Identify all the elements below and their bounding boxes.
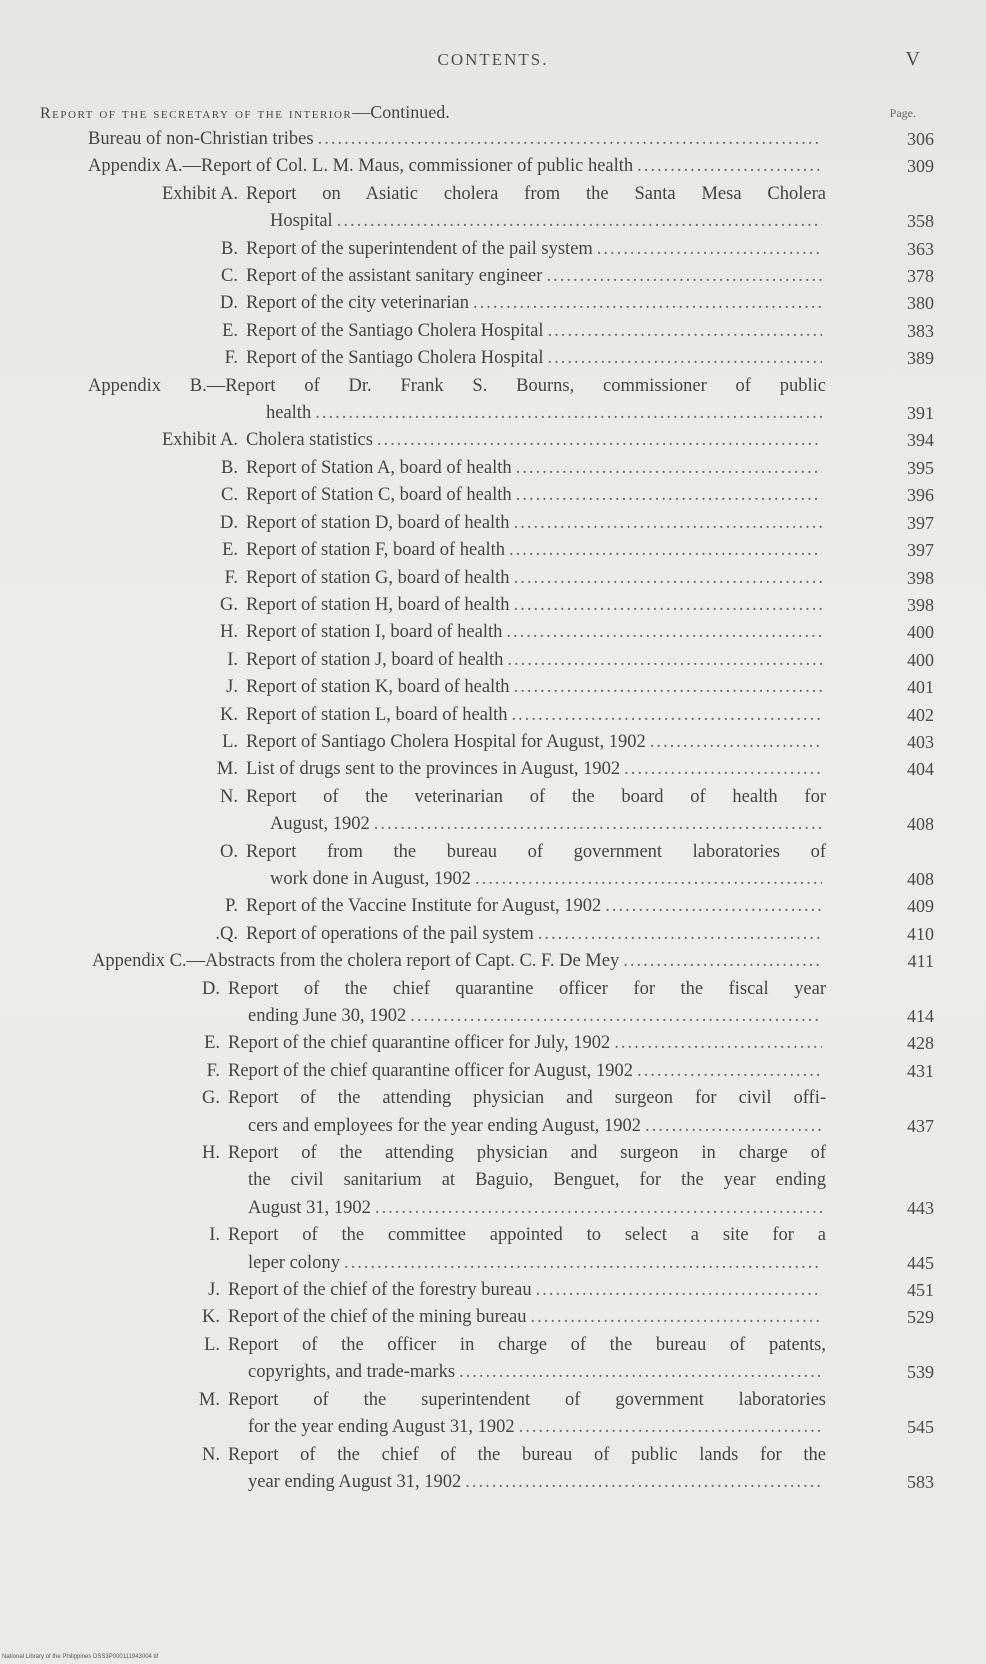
- toc-entry-line: [270, 208, 826, 235]
- toc-entry-label: E.: [204, 1033, 220, 1054]
- toc-entry-text: Report of the chief of the bureau of public lands for the: [228, 1444, 826, 1465]
- footer-credit: National Library of the Philippines DSS3P000111943004 tif: [2, 1654, 159, 1660]
- toc-entry: [0, 1222, 986, 1277]
- toc-entry-label: H.: [220, 622, 238, 643]
- toc-entry-label: M.: [198, 1389, 220, 1410]
- toc-entry-line: [266, 400, 826, 427]
- toc-entry-line: [228, 976, 826, 1003]
- toc-entry-text: Report of the chief of the mining bureau: [228, 1307, 527, 1328]
- dot-leader: [597, 236, 822, 263]
- toc-entry-line: [246, 647, 826, 674]
- toc-entry-text: August, 1902: [270, 814, 370, 835]
- toc-entry-text: year ending August 31, 1902: [248, 1471, 462, 1492]
- toc-entry-line: [88, 153, 826, 180]
- toc-entry-line: [228, 1304, 826, 1331]
- toc-entry-line: [248, 1195, 826, 1222]
- dot-leader: [514, 674, 822, 701]
- toc-entry-line: [246, 921, 826, 948]
- dot-leader: [459, 1359, 822, 1386]
- toc-entry-page: 539: [907, 1362, 934, 1383]
- dot-leader: [530, 1304, 822, 1331]
- toc-entry-label: J.: [226, 677, 238, 698]
- toc-entry-line: [88, 373, 826, 400]
- toc-entry-page: 411: [907, 951, 934, 972]
- toc-entry: [0, 893, 986, 920]
- toc-entry-label: C.: [221, 266, 238, 287]
- toc-entry-text: for the year ending August 31, 1902: [248, 1417, 515, 1438]
- toc-entry-page: 383: [907, 320, 934, 341]
- toc-entry-line: [246, 729, 826, 756]
- toc-entry-line: [228, 1277, 826, 1304]
- toc-entry-label: M.: [216, 759, 238, 780]
- toc-entry-line: [246, 565, 826, 592]
- toc-entry-line: [246, 318, 826, 345]
- toc-entry-text: Report of station I, board of health: [246, 622, 503, 643]
- toc-entry-line: [228, 1140, 826, 1167]
- toc-entry-label: .Q.: [215, 923, 238, 944]
- toc-entry: [0, 1058, 986, 1085]
- dot-leader: [512, 702, 822, 729]
- toc-entry-label: I.: [209, 1225, 220, 1246]
- toc-entry-line: [228, 1332, 826, 1359]
- toc-entry-label: I.: [227, 649, 238, 670]
- toc-entry-text: Report of station F, board of health: [246, 540, 506, 561]
- dot-leader: [344, 1250, 822, 1277]
- toc-entry-text: health: [266, 403, 312, 424]
- toc-entry-text: Report of the Santiago Cholera Hospital: [246, 320, 544, 341]
- dot-leader: [514, 510, 822, 537]
- toc-entry: [0, 126, 986, 153]
- toc-entry-line: [248, 1167, 826, 1194]
- toc-entry-text: Report of the chief quarantine officer for July, 1902: [228, 1033, 611, 1054]
- toc-entry-line: [246, 181, 826, 208]
- toc-entry-label: K.: [220, 704, 238, 725]
- toc-entry-text: Report of station J, board of health: [246, 649, 504, 670]
- toc-entry-text: cers and employees for the year ending August, 1902: [248, 1115, 642, 1136]
- dot-leader: [514, 592, 822, 619]
- page-number: V: [905, 48, 920, 70]
- toc-entry: [0, 592, 986, 619]
- toc-entry-page: 410: [907, 923, 934, 944]
- toc-entry: [0, 1030, 986, 1057]
- toc-entry-page: 380: [907, 293, 934, 314]
- toc-entry-page: 445: [907, 1252, 934, 1273]
- toc-entry-text: Report from the bureau of government laboratories of: [246, 841, 826, 862]
- toc-entry-text: copyrights, and trade-marks: [248, 1362, 456, 1383]
- toc-entry-text: Report of station H, board of health: [246, 594, 510, 615]
- toc-entry-text: ending June 30, 1902: [248, 1006, 407, 1026]
- toc-entry-line: [246, 427, 826, 454]
- toc-entry-page: 306: [907, 129, 934, 149]
- toc-entry-page: 397: [907, 540, 934, 561]
- toc-entry-label: H.: [202, 1143, 220, 1164]
- toc-entry-text: Report of the attending physician and surgeon in charge of: [228, 1143, 826, 1164]
- dot-leader: [375, 1195, 822, 1222]
- dot-leader: [624, 756, 822, 783]
- toc-entry: [0, 674, 986, 701]
- toc-entry: [0, 619, 986, 646]
- toc-entry-text: Report of the city veterinarian: [246, 293, 469, 314]
- toc-entry-label: P.: [225, 896, 238, 917]
- dot-leader: [473, 290, 822, 317]
- toc-entry-text: Appendix B.—Report of Dr. Frank S. Bourns, commissioner of public: [88, 375, 826, 396]
- toc-entry-text: Report of the officer in charge of the bureau of patents,: [228, 1334, 826, 1355]
- toc-entry-page: 398: [907, 594, 934, 615]
- dot-leader: [377, 427, 822, 454]
- toc-entry-page: 358: [907, 211, 934, 232]
- toc-entry-page: 414: [907, 1006, 934, 1026]
- toc-entry: [0, 729, 986, 756]
- toc-entry-line: [246, 893, 826, 920]
- toc-entry-text: Report of station L, board of health: [246, 704, 508, 725]
- dot-leader: [337, 208, 822, 235]
- toc-entry-text: August 31, 1902: [248, 1197, 371, 1218]
- toc-entry: [0, 236, 986, 263]
- toc-entry-text: Report of the attending physician and surgeon for civil offi-: [228, 1088, 826, 1109]
- toc-entry-line: [246, 619, 826, 646]
- toc-entry-text: Cholera statistics: [246, 430, 373, 451]
- toc-entry-label: O.: [220, 841, 238, 862]
- toc-entry-text: Report of the chief quarantine officer for the fiscal year: [228, 978, 826, 999]
- toc-entry-line: [248, 1113, 826, 1140]
- toc-entry-text: Report of the committee appointed to select a site for a: [228, 1225, 826, 1246]
- toc-entry-text: Report of the assistant sanitary engineer: [246, 266, 543, 287]
- toc-entry-line: [246, 236, 826, 263]
- toc-entry-page: 545: [907, 1417, 934, 1438]
- toc-entry-page: 428: [907, 1033, 934, 1054]
- toc-entry-line: [246, 510, 826, 537]
- section-heading: [40, 100, 920, 126]
- dot-leader: [623, 948, 822, 975]
- dot-leader: [614, 1030, 822, 1057]
- toc-entry-line: [228, 1085, 826, 1112]
- toc-entry-text: Report of the veterinarian of the board of health for: [246, 786, 826, 807]
- toc-entry: [0, 647, 986, 674]
- dot-leader: [465, 1469, 822, 1496]
- toc-entry-page: 409: [907, 896, 934, 917]
- toc-entry-text: Report of the chief of the forestry bureau: [228, 1280, 532, 1301]
- toc-entry-line: [228, 1222, 826, 1249]
- toc-entry-text: Report of the Vaccine Institute for August, 1902: [246, 896, 602, 917]
- toc-entry-label: F.: [206, 1060, 220, 1081]
- toc-entry-page: 396: [907, 485, 934, 506]
- toc-entry-label: J.: [208, 1280, 220, 1301]
- toc-entry-text: Report of Station A, board of health: [246, 457, 512, 478]
- section-title-suffix: —Continued.: [352, 102, 450, 122]
- toc-entry-page: 397: [907, 512, 934, 533]
- toc-entry-line: [246, 537, 826, 564]
- toc-entry: [0, 1140, 986, 1222]
- page-header: [0, 46, 986, 76]
- toc-entry: [0, 263, 986, 290]
- toc-entry-page: 363: [907, 238, 934, 259]
- dot-leader: [547, 318, 822, 345]
- toc-entry: [0, 756, 986, 783]
- toc-entry-page: 398: [907, 567, 934, 588]
- dot-leader: [538, 921, 822, 948]
- toc-entry-page: 431: [907, 1060, 934, 1081]
- toc-entry-line: [228, 1030, 826, 1057]
- toc-entry-line: [246, 482, 826, 509]
- toc-entry-line: [246, 263, 826, 290]
- toc-entry-text: Report of station G, board of health: [246, 567, 510, 588]
- toc-entry-text: Bureau of non-Christian tribes: [88, 129, 314, 149]
- toc-entry-label: F.: [224, 348, 238, 369]
- dot-leader: [546, 263, 822, 290]
- toc-entry-text: work done in August, 1902: [270, 868, 471, 889]
- toc-entry-line: [92, 948, 826, 975]
- toc-entry-line: [270, 811, 826, 838]
- dot-leader: [536, 1277, 822, 1304]
- toc-entry-label: D.: [220, 293, 238, 314]
- toc-entry-text: the civil sanitarium at Baguio, Benguet, for the year ending: [248, 1170, 826, 1191]
- toc-entry-page: 395: [907, 457, 934, 478]
- toc-entry-page: 437: [907, 1115, 934, 1136]
- toc-entry-line: [246, 839, 826, 866]
- toc-entry-line: [246, 674, 826, 701]
- dot-leader: [318, 126, 822, 153]
- toc-entry-text: Report of station D, board of health: [246, 512, 510, 533]
- toc-entry: [0, 1332, 986, 1387]
- toc-entry: [0, 1442, 986, 1497]
- toc-entry-page: 309: [907, 156, 934, 177]
- page-column-label: Page.: [889, 106, 916, 120]
- toc-entry-text: Report of station K, board of health: [246, 677, 510, 698]
- toc-entry-line: [248, 1250, 826, 1277]
- toc-entry-text: Report of the chief quarantine officer for August, 1902: [228, 1060, 633, 1081]
- toc-entry-line: [246, 455, 826, 482]
- toc-entry: [0, 455, 986, 482]
- toc-entry-line: [248, 1359, 826, 1386]
- toc-entry-label: E.: [222, 540, 238, 561]
- toc-entry-label: D.: [220, 512, 238, 533]
- toc-entry-label: E.: [222, 320, 238, 341]
- toc-entry: [0, 839, 986, 894]
- toc-entry: [0, 427, 986, 454]
- toc-entry-page: 400: [907, 649, 934, 670]
- toc-entry: [0, 784, 986, 839]
- toc-entry-label: Exhibit A.: [161, 183, 238, 204]
- toc-entry-label: B.: [221, 238, 238, 259]
- page-title: CONTENTS.: [437, 50, 549, 69]
- toc-entry-text: Report of Station C, board of health: [246, 485, 512, 506]
- toc-entry-line: [246, 592, 826, 619]
- section-title: [40, 102, 450, 123]
- toc-entry-label: C.: [221, 485, 238, 506]
- dot-leader: [506, 619, 822, 646]
- toc-entry-line: [246, 756, 826, 783]
- toc-entry-line: [248, 1003, 826, 1030]
- toc-entry-page: 408: [907, 814, 934, 835]
- toc-entry-page: 394: [907, 430, 934, 451]
- toc-entry-label: L.: [204, 1334, 220, 1355]
- dot-leader: [637, 153, 822, 180]
- toc-entry-text: Appendix A.—Report of Col. L. M. Maus, commissioner of public health: [88, 156, 634, 177]
- toc-entry-text: List of drugs sent to the provinces in August, 1902: [246, 759, 621, 780]
- toc-entry-label: L.: [222, 731, 238, 752]
- toc-entry: [0, 510, 986, 537]
- dot-leader: [315, 400, 822, 427]
- dot-leader: [475, 866, 822, 893]
- toc-entry: [0, 1387, 986, 1442]
- toc-entry: [0, 290, 986, 317]
- toc-entry-page: 378: [907, 266, 934, 287]
- toc-entry-line: [270, 866, 826, 893]
- toc-entry-page: 401: [907, 677, 934, 698]
- toc-entry-line: [246, 784, 826, 811]
- toc-entry-page: 529: [907, 1307, 934, 1328]
- toc-entry-line: [246, 702, 826, 729]
- toc-entry: [0, 976, 986, 1031]
- toc-entry-page: 400: [907, 622, 934, 643]
- dot-leader: [547, 345, 822, 372]
- toc-entry-page: 451: [907, 1280, 934, 1301]
- dot-leader: [605, 893, 822, 920]
- toc-entry-line: [228, 1387, 826, 1414]
- dot-leader: [645, 1113, 822, 1140]
- toc-entry: [0, 345, 986, 372]
- toc-entry-text: Report of the Santiago Cholera Hospital: [246, 348, 544, 369]
- toc-entry: [0, 181, 986, 236]
- toc-entry-label: D.: [202, 978, 220, 999]
- dot-leader: [374, 811, 822, 838]
- dot-leader: [637, 1058, 822, 1085]
- toc-entry-label: N.: [220, 786, 238, 807]
- toc-entry-page: 391: [907, 403, 934, 424]
- toc-entry-page: 408: [907, 868, 934, 889]
- toc-entry: [0, 537, 986, 564]
- toc-entry-line: [246, 345, 826, 372]
- toc-entry-label: G.: [202, 1088, 220, 1109]
- toc-entry-text: Report of the superintendent of the pail system: [246, 238, 593, 259]
- section-title-smallcaps: Report of the secretary of the interior: [40, 105, 353, 122]
- dot-leader: [509, 537, 822, 564]
- toc-entry-text: Appendix C.—Abstracts from the cholera report of Capt. C. F. De Mey: [92, 951, 620, 972]
- dot-leader: [650, 729, 822, 756]
- dot-leader: [507, 647, 822, 674]
- toc-entry-text: leper colony: [248, 1252, 340, 1273]
- table-of-contents: [0, 126, 986, 1496]
- toc-entry-line: [88, 126, 826, 153]
- toc-entry: [0, 1277, 986, 1304]
- toc-entry-label: G.: [220, 594, 238, 615]
- toc-entry-text: Hospital: [270, 211, 333, 232]
- dot-leader: [519, 1414, 822, 1441]
- toc-entry-line: [228, 1058, 826, 1085]
- toc-entry: [0, 702, 986, 729]
- toc-entry-page: 403: [907, 731, 934, 752]
- toc-entry: [0, 1304, 986, 1331]
- toc-entry-text: Report of the superintendent of government laboratories: [228, 1389, 826, 1410]
- toc-entry-label: N.: [202, 1444, 220, 1465]
- toc-entry: [0, 565, 986, 592]
- toc-entry: [0, 948, 986, 975]
- toc-entry-line: [248, 1414, 826, 1441]
- toc-entry-text: Report of operations of the pail system: [246, 923, 534, 944]
- dot-leader: [514, 565, 822, 592]
- dot-leader: [410, 1003, 822, 1030]
- toc-entry-text: Report on Asiatic cholera from the Santa Mesa Cholera: [246, 183, 826, 204]
- toc-entry-page: 389: [907, 348, 934, 369]
- toc-entry-page: 583: [907, 1471, 934, 1492]
- toc-entry-label: B.: [221, 457, 238, 478]
- toc-entry: [0, 1085, 986, 1140]
- toc-entry: [0, 318, 986, 345]
- toc-entry-text: Report of Santiago Cholera Hospital for August, 1902: [246, 731, 646, 752]
- toc-entry-line: [246, 290, 826, 317]
- toc-entry: [0, 153, 986, 180]
- toc-entry-label: F.: [224, 567, 238, 588]
- toc-entry: [0, 921, 986, 948]
- toc-entry: [0, 373, 986, 428]
- toc-entry-page: 443: [907, 1197, 934, 1218]
- toc-entry-line: [228, 1442, 826, 1469]
- toc-entry-page: 404: [907, 759, 934, 780]
- toc-entry-label: Exhibit A.: [161, 430, 238, 451]
- dot-leader: [516, 455, 822, 482]
- toc-entry-label: K.: [202, 1307, 220, 1328]
- dot-leader: [516, 482, 822, 509]
- toc-entry: [0, 482, 986, 509]
- toc-entry-line: [248, 1469, 826, 1496]
- toc-entry-page: 402: [907, 704, 934, 725]
